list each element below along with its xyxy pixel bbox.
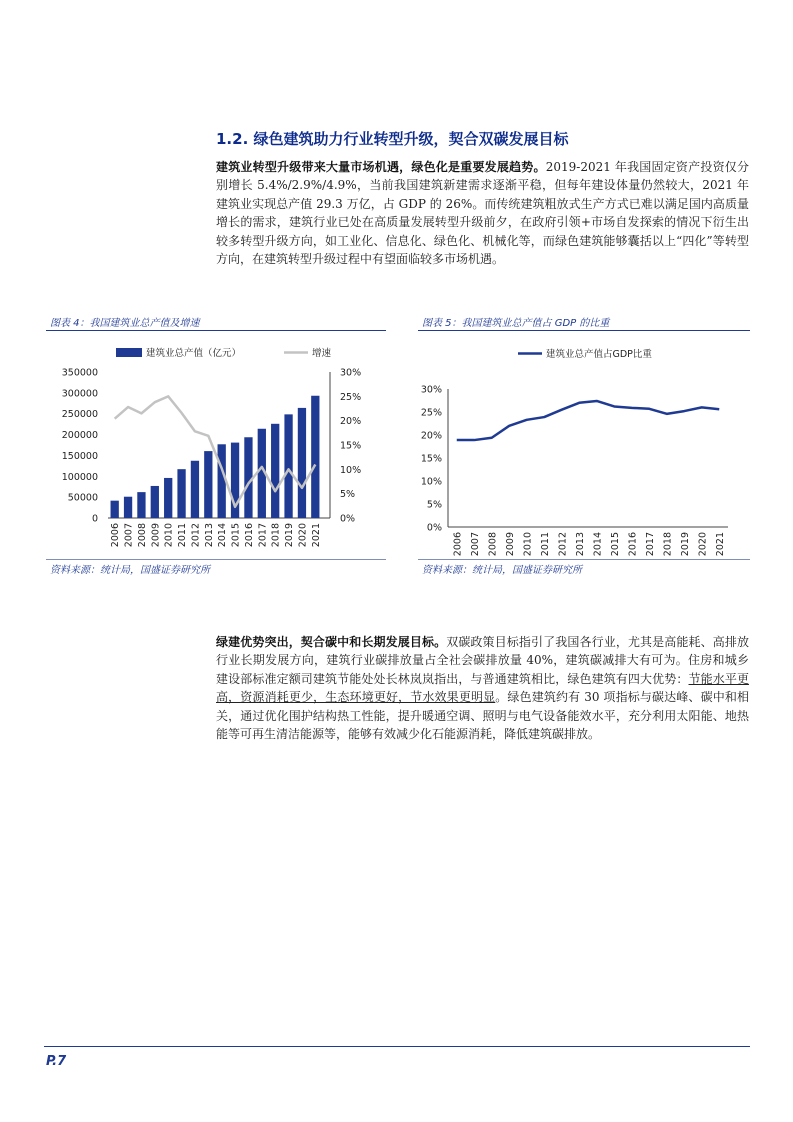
x-tick-label: 2019 — [679, 532, 691, 557]
bar — [137, 492, 145, 518]
x-tick-label: 2016 — [627, 532, 639, 557]
bar — [218, 444, 226, 518]
paragraph-2-lead: 绿建优势突出，契合碳中和长期发展目标。 — [216, 635, 447, 649]
figure-4-caption: 图表 4：我国建筑业总产值及增速 — [50, 318, 200, 329]
figure-5-bottom-rule — [418, 559, 750, 560]
y-right-tick-label: 15% — [340, 440, 362, 452]
bar — [124, 497, 132, 518]
legend-line-label: 建筑业总产值占GDP比重 — [546, 349, 652, 360]
x-tick-label: 2007 — [469, 532, 481, 557]
y-tick-label: 30% — [420, 384, 442, 396]
figure-5-caption: 图表 5：我国建筑业总产值占 GDP 的比重 — [422, 318, 610, 329]
x-tick-label: 2006 — [452, 532, 464, 557]
bar — [177, 469, 185, 518]
y-left-tick-label: 250000 — [61, 409, 98, 421]
x-tick-label: 2013 — [203, 523, 215, 548]
figure-5-chart — [418, 333, 750, 559]
x-tick-label: 2008 — [487, 532, 499, 557]
figure-4-bottom-rule — [46, 559, 386, 560]
x-tick-label: 2020 — [697, 532, 709, 557]
paragraph-2-body-b: 。绿色建筑约有 30 项指标与碳达峰、碳中和相关，通过优化围护结构热工性能，提升暖通空调、照明与电气设备能效水平，充分利用太阳能、地热能等可再生清洁能源等，能够有效减少化石能源消耗，降低建筑碳排放。 — [216, 690, 749, 742]
figure-5-top-rule — [418, 330, 750, 331]
bar — [204, 451, 212, 518]
x-tick-label: 2010 — [522, 532, 534, 557]
x-tick-label: 2011 — [539, 532, 551, 557]
section-title — [216, 128, 569, 149]
bar — [191, 461, 199, 518]
legend-line-label: 增速 — [312, 348, 332, 359]
x-tick-label: 2021 — [310, 523, 322, 548]
paragraph-1-body: 2019-2021 年我国固定资产投资仅分别增长 5.4%/2.9%/4.9%，当前我国建筑新建需求逐渐平稳，但每年建设体量仍然较大，2021 年建筑业实现总产值 29.3 万亿，占 GDP 的 26%。而传统建筑粗放式生产方式已难以满足国内高质量增长的需求，建筑行业已处在高质量发展转型升级前夕，在政府引领+市场自发探索的情况下衍生出较多转型升级方向，如工业化、信息化、绿色化、机械化等，而绿色建筑能够囊括以上“四化”等转型方向，在建筑转型升级过程中有望面临较多市场机遇。 — [216, 160, 749, 267]
x-tick-label: 2015 — [609, 532, 621, 557]
bar — [164, 478, 172, 518]
x-tick-label: 2011 — [177, 523, 189, 548]
y-right-tick-label: 5% — [340, 489, 356, 501]
x-tick-label: 2009 — [504, 532, 516, 557]
bar — [271, 424, 279, 518]
x-tick-label: 2014 — [217, 523, 229, 548]
y-tick-label: 10% — [420, 476, 442, 488]
y-left-tick-label: 0 — [91, 513, 98, 525]
y-left-tick-label: 150000 — [61, 450, 98, 462]
x-tick-label: 2015 — [230, 523, 242, 548]
gdp-share-line — [457, 401, 720, 440]
y-left-tick-label: 350000 — [61, 367, 98, 379]
x-tick-label: 2006 — [110, 523, 122, 548]
y-right-tick-label: 10% — [340, 464, 362, 476]
paragraph-2-underlined: 节能水平更高，资源消耗更少，生态环境更好，节水效果更明显 — [216, 671, 749, 705]
y-right-tick-label: 30% — [340, 367, 362, 379]
x-tick-label: 2018 — [270, 523, 282, 548]
paragraph-2-body-a: 双碳政策目标指引了我国各行业，尤其是高能耗、高排放行业长期发展方向，建筑行业碳排放量占全社会碳排放量 40%，建筑碳减排大有可为。住房和城乡建设部标准定额司建筑节能处处长林岚岚指出，与普通建筑相比，绿色建筑有四大优势： — [216, 635, 749, 686]
y-tick-label: 25% — [420, 407, 442, 419]
y-left-tick-label: 50000 — [67, 492, 98, 504]
x-tick-label: 2016 — [243, 523, 255, 548]
y-right-tick-label: 20% — [340, 416, 362, 428]
x-tick-label: 2018 — [662, 532, 674, 557]
y-tick-label: 15% — [420, 453, 442, 465]
section-number: 1.2. — [216, 130, 249, 148]
x-tick-label: 2013 — [574, 532, 586, 557]
page-number: P.7 — [46, 1054, 67, 1069]
x-tick-label: 2014 — [592, 532, 604, 557]
x-tick-label: 2021 — [714, 532, 726, 557]
y-right-tick-label: 25% — [340, 391, 362, 403]
y-tick-label: 20% — [420, 430, 442, 442]
footer-rule — [44, 1046, 750, 1047]
x-tick-label: 2008 — [136, 523, 148, 548]
x-tick-label: 2012 — [190, 523, 202, 548]
bar — [151, 486, 159, 518]
bar — [284, 414, 292, 518]
y-left-tick-label: 200000 — [61, 430, 98, 442]
y-tick-label: 5% — [426, 499, 442, 511]
x-tick-label: 2009 — [150, 523, 162, 548]
y-left-tick-label: 100000 — [61, 471, 98, 483]
figure-4-chart — [46, 333, 386, 559]
figure-4-source: 资料来源：统计局，国盛证券研究所 — [50, 565, 210, 576]
x-tick-label: 2017 — [257, 523, 269, 548]
figure-5-source: 资料来源：统计局，国盛证券研究所 — [422, 565, 582, 576]
x-tick-label: 2012 — [557, 532, 569, 557]
paragraph-2 — [216, 633, 749, 743]
legend-bar-swatch — [116, 348, 142, 357]
x-tick-label: 2020 — [297, 523, 309, 548]
x-tick-label: 2019 — [284, 523, 296, 548]
bar — [244, 437, 252, 518]
bar — [111, 501, 119, 518]
y-tick-label: 0% — [426, 522, 442, 534]
y-right-tick-label: 0% — [340, 513, 356, 525]
paragraph-1-lead: 建筑业转型升级带来大量市场机遇，绿色化是重要发展趋势。 — [216, 160, 546, 174]
x-tick-label: 2017 — [644, 532, 656, 557]
y-left-tick-label: 300000 — [61, 388, 98, 400]
section-heading: 绿色建筑助力行业转型升级，契合双碳发展目标 — [253, 130, 569, 148]
x-tick-label: 2010 — [163, 523, 175, 548]
figure-4-top-rule — [46, 330, 386, 331]
bar — [311, 396, 319, 518]
bar — [298, 408, 306, 518]
paragraph-1 — [216, 158, 749, 268]
legend-bar-label: 建筑业总产值（亿元） — [146, 348, 242, 359]
x-tick-label: 2007 — [123, 523, 135, 548]
